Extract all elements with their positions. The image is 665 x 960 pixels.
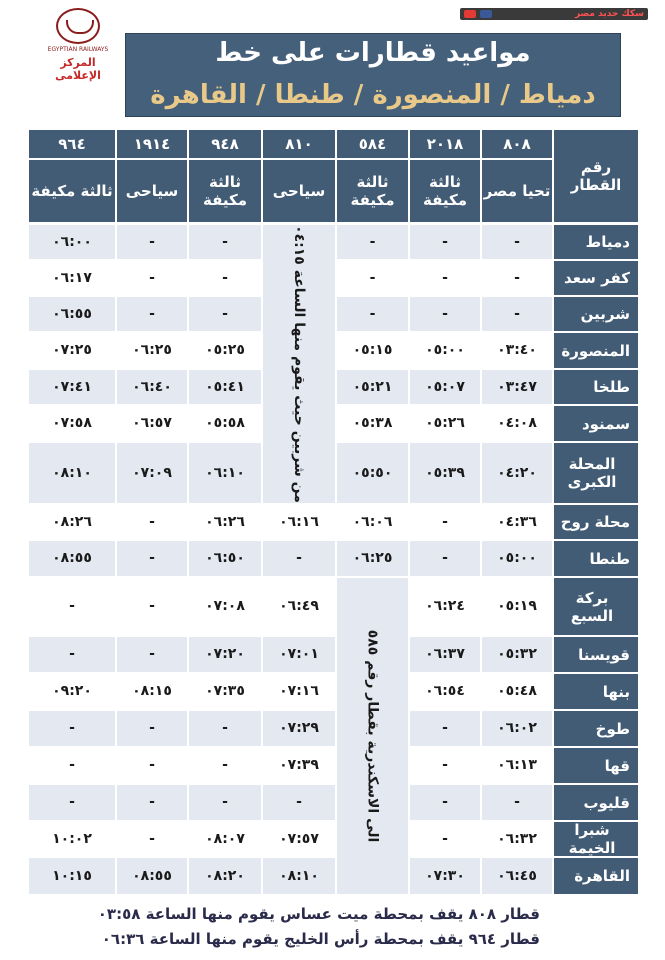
time-cell: - <box>410 748 480 783</box>
time-cell: ٠٥:٥٠ <box>337 443 408 503</box>
time-cell: ٠٧:٣٠ <box>410 858 480 894</box>
time-cell: - <box>482 261 552 295</box>
time-cell: ٠٣:٤٠ <box>482 333 552 368</box>
time-cell: - <box>189 748 261 783</box>
time-cell: ٠٨:٥٥ <box>29 541 115 576</box>
station-name: دمياط <box>554 225 638 259</box>
time-cell: - <box>482 785 552 820</box>
logo <box>38 8 118 82</box>
note-810-text: من شربين حيث يقوم منها الساعة ٠٤:١٥ <box>291 225 307 503</box>
train-number: ٩٤٨ <box>189 130 261 158</box>
time-cell: - <box>117 711 187 746</box>
train-type: ثالثة مكيفة <box>189 160 261 222</box>
station-name: بنها <box>554 674 638 709</box>
youtube-icon[interactable] <box>464 10 476 18</box>
time-cell: - <box>117 578 187 635</box>
time-cell: - <box>263 541 335 576</box>
station-name: المحلة الكبرى <box>554 443 638 503</box>
time-cell: ٠٧:٣٥ <box>189 674 261 709</box>
time-cell: ٠٥:٣٨ <box>337 406 408 441</box>
train-type: تحيا مصر <box>482 160 552 222</box>
train-number: ٢٠١٨ <box>410 130 480 158</box>
time-cell: - <box>29 748 115 783</box>
time-cell: - <box>29 785 115 820</box>
time-cell: ٠٦:١٣ <box>482 748 552 783</box>
time-cell: - <box>189 225 261 259</box>
time-cell: ٠٧:٥٨ <box>29 406 115 441</box>
time-cell: - <box>410 297 480 331</box>
time-cell: ٠٦:٠٢ <box>482 711 552 746</box>
time-cell: ٠٧:٢٥ <box>29 333 115 368</box>
social-bar <box>460 8 648 20</box>
station-name: قها <box>554 748 638 783</box>
time-cell: ٠٦:٠٦ <box>337 505 408 539</box>
time-cell: - <box>189 261 261 295</box>
time-cell: - <box>189 297 261 331</box>
station-name: المنصورة <box>554 333 638 368</box>
train-type: ثالثة مكيفة <box>337 160 408 222</box>
railway-logo-icon <box>56 8 100 44</box>
time-cell: ٠٥:٣٢ <box>482 637 552 672</box>
time-cell: ٠٥:١٥ <box>337 333 408 368</box>
time-cell: - <box>337 297 408 331</box>
time-cell: ٠٦:٠٠ <box>29 225 115 259</box>
time-cell: - <box>189 785 261 820</box>
train-number: ٨١٠ <box>263 130 335 158</box>
time-cell: - <box>263 785 335 820</box>
train-type: سياحى <box>117 160 187 222</box>
time-cell: - <box>482 225 552 259</box>
time-cell: - <box>410 822 480 856</box>
time-cell: - <box>482 297 552 331</box>
time-cell: ٠٦:٢٥ <box>117 333 187 368</box>
station-name: قليوب <box>554 785 638 820</box>
train-type: ثالثة مكيفة <box>29 160 115 222</box>
time-cell: ٠٧:١٦ <box>263 674 335 709</box>
title-box <box>125 33 621 117</box>
time-cell: ٠٤:٢٠ <box>482 443 552 503</box>
time-cell: ٠٧:٠٨ <box>189 578 261 635</box>
station-name: طنطا <box>554 541 638 576</box>
time-cell: - <box>410 785 480 820</box>
time-cell: ٠٥:٠٧ <box>410 370 480 404</box>
note-584-text: الى الاسكندرية بقطار رقم ٥٨٥ <box>364 629 381 843</box>
time-cell: - <box>117 541 187 576</box>
footnote-964: قطار ٩٦٤ يقف بمحطة رأس الخليج يقوم منها الساعة ٠٦:٣٦ <box>101 930 540 948</box>
time-cell: ٠٥:٠٠ <box>410 333 480 368</box>
time-cell: ٠٦:٥٧ <box>117 406 187 441</box>
train-number: ٨٠٨ <box>482 130 552 158</box>
time-cell: - <box>117 297 187 331</box>
time-cell: ٠٤:٣٦ <box>482 505 552 539</box>
station-name: طلخا <box>554 370 638 404</box>
time-cell: - <box>29 578 115 635</box>
time-cell: ٠٦:١٦ <box>263 505 335 539</box>
time-cell: ٠٦:٢٤ <box>410 578 480 635</box>
note-584-vertical <box>337 578 408 894</box>
time-cell: - <box>410 711 480 746</box>
social-text: سكك حديد مصر <box>574 9 644 19</box>
time-cell: ٠٦:٢٥ <box>337 541 408 576</box>
time-cell: ٠٧:٣٩ <box>263 748 335 783</box>
time-cell: ١٠:٠٢ <box>29 822 115 856</box>
time-cell: ٠٥:٣٩ <box>410 443 480 503</box>
time-cell: - <box>29 637 115 672</box>
time-cell: ٠٨:٠٧ <box>189 822 261 856</box>
time-cell: ٠٨:١٠ <box>263 858 335 894</box>
time-cell: ٠٥:٥٨ <box>189 406 261 441</box>
time-cell: ٠٦:٥٥ <box>29 297 115 331</box>
station-name: شربين <box>554 297 638 331</box>
time-cell: - <box>337 261 408 295</box>
time-cell: ٠٥:٢٥ <box>189 333 261 368</box>
time-cell: ٠٨:٢٠ <box>189 858 261 894</box>
facebook-icon[interactable] <box>480 10 492 18</box>
time-cell: ٠٧:٤١ <box>29 370 115 404</box>
time-cell: ٠٧:٢٠ <box>189 637 261 672</box>
page-subtitle: دمياط / المنصورة / طنطا / القاهرة <box>150 80 596 110</box>
time-cell: - <box>410 505 480 539</box>
time-cell: - <box>117 748 187 783</box>
time-cell: ٠٦:٤٥ <box>482 858 552 894</box>
time-cell: ٠٧:٠١ <box>263 637 335 672</box>
time-cell: - <box>337 225 408 259</box>
corner-label: رقم القطار <box>554 130 638 222</box>
time-cell: - <box>29 711 115 746</box>
station-name: محلة روح <box>554 505 638 539</box>
train-number: ٥٨٤ <box>337 130 408 158</box>
time-cell: ٠٦:٥٤ <box>410 674 480 709</box>
time-cell: ٠٨:١٥ <box>117 674 187 709</box>
station-name: قويسنا <box>554 637 638 672</box>
time-cell: ٠٤:٠٨ <box>482 406 552 441</box>
time-cell: ٠٦:٤٠ <box>117 370 187 404</box>
station-name: شبرا الخيمة <box>554 822 638 856</box>
time-cell: - <box>189 711 261 746</box>
time-cell: ٠٨:١٠ <box>29 443 115 503</box>
time-cell: ٠٣:٤٧ <box>482 370 552 404</box>
time-cell: ٠٦:١٠ <box>189 443 261 503</box>
time-cell: ٠٦:١٧ <box>29 261 115 295</box>
time-cell: - <box>117 822 187 856</box>
time-cell: ٠٧:٠٩ <box>117 443 187 503</box>
station-name: سمنود <box>554 406 638 441</box>
note-810-vertical <box>263 225 335 503</box>
station-name: كفر سعد <box>554 261 638 295</box>
station-name: القاهرة <box>554 858 638 894</box>
station-name: بركة السبع <box>554 578 638 635</box>
time-cell: - <box>410 541 480 576</box>
logo-sub: EGYPTIAN RAILWAYS <box>47 46 109 53</box>
time-cell: - <box>117 785 187 820</box>
time-cell: ٠٥:٤٨ <box>482 674 552 709</box>
time-cell: ٠٧:٥٧ <box>263 822 335 856</box>
time-cell: ٠٥:٤١ <box>189 370 261 404</box>
train-number: ١٩١٤ <box>117 130 187 158</box>
time-cell: ٠٥:٢٦ <box>410 406 480 441</box>
time-cell: - <box>117 505 187 539</box>
time-cell: - <box>410 225 480 259</box>
train-type: ثالثة مكيفة <box>410 160 480 222</box>
time-cell: ١٠:١٥ <box>29 858 115 894</box>
train-type: سياحى <box>263 160 335 222</box>
time-cell: ٠٥:١٩ <box>482 578 552 635</box>
station-name: طوخ <box>554 711 638 746</box>
logo-name: المركز الإعلامى <box>55 56 101 82</box>
time-cell: - <box>117 225 187 259</box>
time-cell: - <box>410 261 480 295</box>
time-cell: ٠٩:٢٠ <box>29 674 115 709</box>
time-cell: ٠٨:٥٥ <box>117 858 187 894</box>
time-cell: ٠٥:٢١ <box>337 370 408 404</box>
footnote-808: قطار ٨٠٨ يقف بمحطة ميت عساس يقوم منها الساعة ٠٣:٥٨ <box>97 905 540 923</box>
time-cell: ٠٦:٣٢ <box>482 822 552 856</box>
time-cell: ٠٦:٤٩ <box>263 578 335 635</box>
page-title: مواعيد قطارات على خط <box>215 38 531 68</box>
time-cell: ٠٦:٥٠ <box>189 541 261 576</box>
train-number: ٩٦٤ <box>29 130 115 158</box>
time-cell: ٠٦:٣٧ <box>410 637 480 672</box>
time-cell: ٠٦:٢٦ <box>189 505 261 539</box>
time-cell: - <box>117 261 187 295</box>
time-cell: ٠٨:٢٦ <box>29 505 115 539</box>
time-cell: - <box>117 637 187 672</box>
time-cell: ٠٥:٠٠ <box>482 541 552 576</box>
time-cell: ٠٧:٢٩ <box>263 711 335 746</box>
